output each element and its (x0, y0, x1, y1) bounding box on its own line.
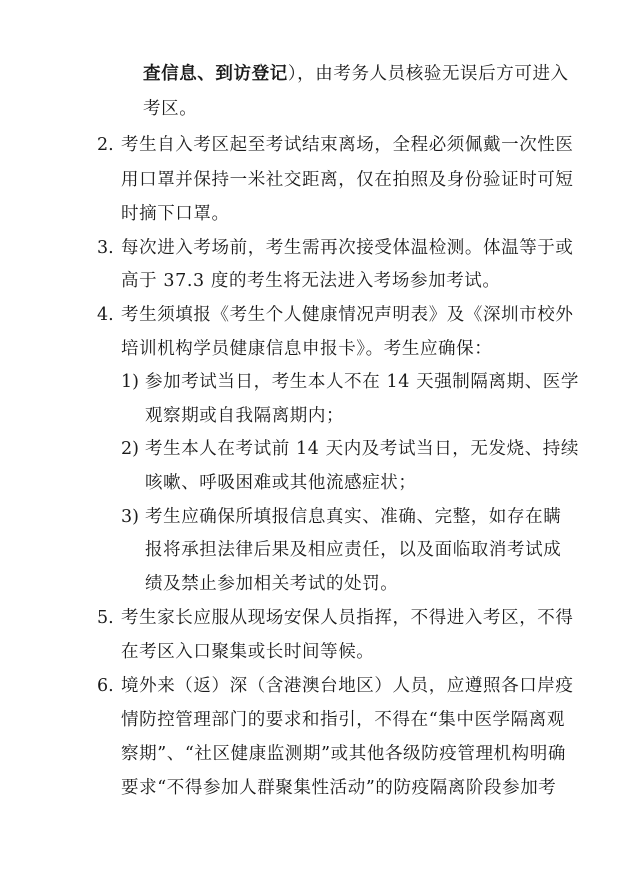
item4-number: 4. (97, 305, 114, 325)
item5-number: 5. (97, 608, 114, 628)
item4-sub1-line1: 参加考试当日，考生本人不在 14 天强制隔离期、医学 (145, 372, 579, 392)
item2-number: 2. (97, 135, 114, 155)
item4-sub3-line3: 绩及禁止参加相关考试的处罚。 (145, 574, 399, 594)
item1-bold-text: 查信息、到访登记 (143, 64, 288, 84)
item2-line3: 时摘下口罩。 (121, 204, 230, 224)
item4-sub1-line2: 观察期或自我隔离期内； (145, 406, 345, 426)
item2-line2: 用口罩并保持一米社交距离，仅在拍照及身份验证时可短 (121, 170, 574, 190)
item1-line1-rest: ），由考务人员核验无误后方可进入 (287, 64, 569, 84)
item3-line2: 高于 37.3 度的考生将无法进入考场参加考试。 (121, 271, 501, 291)
item4-line1: 考生须填报《考生个人健康情况声明表》及《深圳市校外 (121, 305, 574, 325)
item4-sub2-line1: 考生本人在考试前 14 天内及考试当日，无发烧、持续 (145, 439, 579, 459)
item1-continuation-line1 (143, 62, 569, 86)
item1-continuation-line2: 考区。 (143, 99, 198, 119)
item3-number: 3. (97, 238, 114, 258)
item4-sub2-line2: 咳嗽、呼吸困难或其他流感症状； (145, 473, 417, 493)
item4-sub3-line2: 报将承担法律后果及相应责任，以及面临取消考试成 (145, 540, 562, 560)
item4-sub1-number: 1) (121, 372, 139, 392)
item6-line2: 情防控管理部门的要求和指引，不得在“集中医学隔离观 (121, 710, 565, 730)
item6-line1: 境外来（返）深（含港澳台地区）人员，应遵照各口岸疫 (121, 676, 574, 696)
item4-sub3-number: 3) (121, 507, 139, 527)
item6-line4: 要求“不得参加人群聚集性活动”的防疫隔离阶段参加考 (121, 778, 557, 798)
item4-sub3-line1: 考生应确保所填报信息真实、准确、完整，如存在瞒 (145, 507, 562, 527)
item5-line1: 考生家长应服从现场安保人员指挥，不得进入考区，不得 (121, 608, 574, 628)
item4-line2: 培训机构学员健康信息申报卡》。考生应确保： (121, 339, 493, 359)
item2-line1: 考生自入考区起至考试结束离场，全程必须佩戴一次性医 (121, 135, 574, 155)
item6-number: 6. (97, 676, 114, 696)
item4-sub2-number: 2) (121, 439, 139, 459)
item5-line2: 在考区入口聚集或长时间等候。 (121, 642, 375, 662)
item3-line1: 每次进入考场前，考生需再次接受体温检测。体温等于或 (121, 238, 574, 258)
item6-line3: 察期”、“社区健康监测期”或其他各级防疫管理机构明确 (121, 744, 566, 764)
